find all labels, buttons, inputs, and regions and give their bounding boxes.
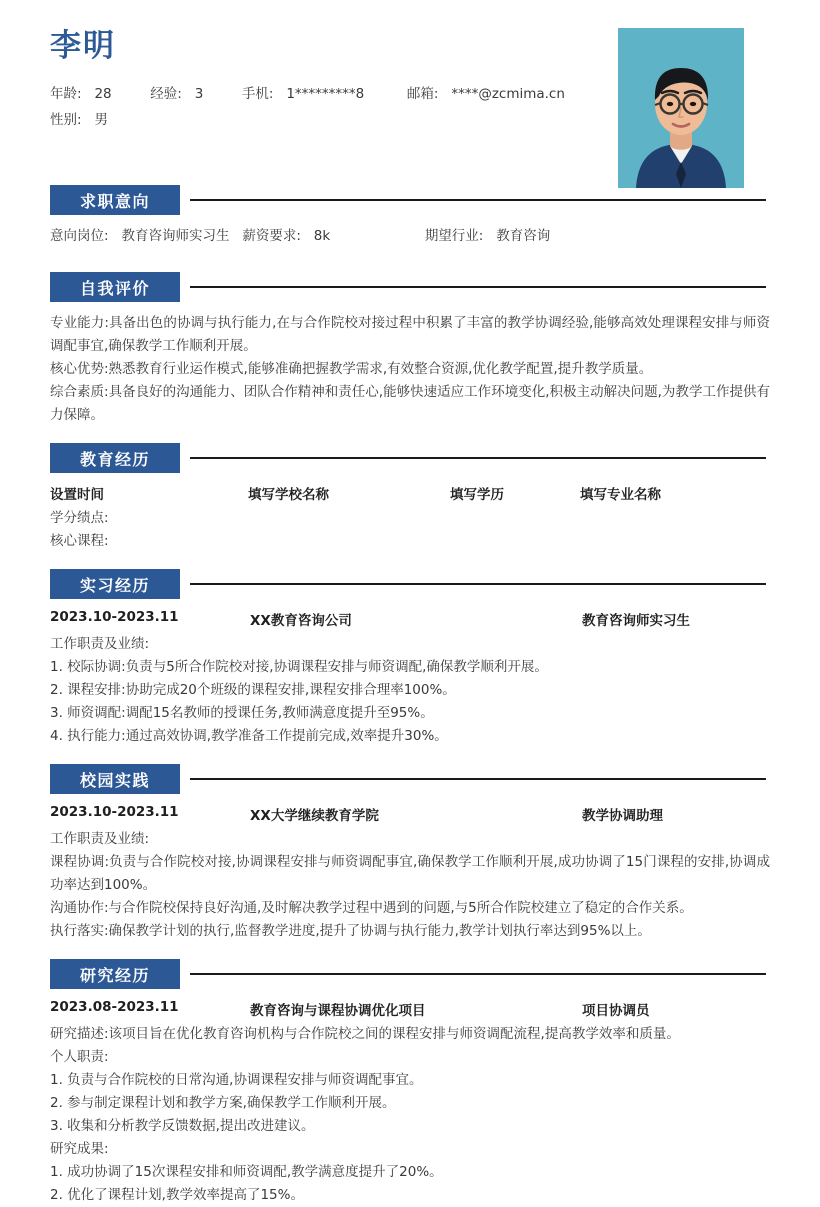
resume-header xyxy=(50,0,770,185)
campus-duties-label: 工作职责及业绩: xyxy=(50,831,150,847)
gender-label: 性别: xyxy=(50,112,82,129)
position-label: 意向岗位: xyxy=(50,228,109,244)
job-intent-row xyxy=(50,225,770,248)
education-col-degree: 填写学历 xyxy=(450,487,504,503)
education-gpa-label: 学分绩点: xyxy=(50,510,109,526)
portrait-photo-icon xyxy=(618,28,744,188)
internship-organization: XX教育咨询公司 xyxy=(250,613,352,629)
salary-label: 薪资要求: xyxy=(242,228,301,244)
email-value: ****@zcmima.cn xyxy=(451,86,565,103)
self-eval-paragraph: 核心优势:熟悉教育行业运作模式,能够准确把握教学需求,有效整合资源,优化教学配置,提升教学质量。 xyxy=(50,361,653,377)
campus-item: 执行落实:确保教学计划的执行,监督教学进度,提升了协调与执行能力,教学计划执行率达到95%以上。 xyxy=(50,923,651,939)
section-title-campus-practice: 校园实践 xyxy=(50,764,180,794)
section-title-research: 研究经历 xyxy=(50,959,180,989)
education-col-school: 填写学校名称 xyxy=(248,487,329,503)
experience-value: 3 xyxy=(194,86,204,103)
section-rule xyxy=(190,199,766,201)
campus-date: 2023.10-2023.11 xyxy=(50,804,179,820)
internship-item: 2. 课程安排:协助完成20个班级的课程安排,课程安排合理率100%。 xyxy=(50,682,456,698)
industry-value: 教育咨询 xyxy=(496,228,551,244)
internship-duties-label: 工作职责及业绩: xyxy=(50,636,150,652)
age-label: 年龄: xyxy=(50,86,82,103)
research-organization: 教育咨询与课程协调优化项目 xyxy=(250,1003,426,1019)
industry-label: 期望行业: xyxy=(424,228,484,244)
phone-label: 手机: xyxy=(241,86,274,103)
avatar xyxy=(618,28,744,188)
campus-entry-header xyxy=(50,804,770,828)
research-description: 研究描述:该项目旨在优化教育咨询机构与合作院校之间的课程安排与师资调配流程,提高教学效率和质量。 xyxy=(50,1026,680,1042)
campus-organization: XX大学继续教育学院 xyxy=(250,808,379,824)
position-value: 教育咨询师实习生 xyxy=(121,228,230,244)
section-title-job-intent: 求职意向 xyxy=(50,185,180,215)
research-role: 项目协调员 xyxy=(582,1003,650,1019)
education-col-major: 填写专业名称 xyxy=(580,487,661,503)
section-rule xyxy=(190,457,766,459)
section-header-education xyxy=(50,443,770,473)
education-column-headers xyxy=(50,483,770,507)
section-campus-practice xyxy=(50,764,770,943)
internship-entry-header xyxy=(50,609,770,633)
research-result-item: 1. 成功协调了15次课程安排和师资调配,教学满意度提升了20%。 xyxy=(50,1164,443,1180)
research-duty-item: 3. 收集和分析教学反馈数据,提出改进建议。 xyxy=(50,1118,315,1134)
email-label: 邮箱: xyxy=(406,86,439,103)
internship-item: 4. 执行能力:通过高效协调,教学准备工作提前完成,效率提升30%。 xyxy=(50,728,448,744)
section-education xyxy=(50,443,770,553)
section-rule xyxy=(190,286,766,288)
section-title-education: 教育经历 xyxy=(50,443,180,473)
research-results-label: 研究成果: xyxy=(50,1141,109,1157)
internship-role: 教育咨询师实习生 xyxy=(582,613,690,629)
research-entry-header xyxy=(50,999,770,1023)
section-internship xyxy=(50,569,770,748)
internship-item: 3. 师资调配:调配15名教师的授课任务,教师满意度提升至95%。 xyxy=(50,705,434,721)
phone-value: 1*********8 xyxy=(286,86,365,103)
campus-role: 教学协调助理 xyxy=(582,808,663,824)
section-header-job-intent xyxy=(50,185,770,215)
section-header-research xyxy=(50,959,770,989)
age-value: 28 xyxy=(94,86,112,103)
research-duty-item: 2. 参与制定课程计划和教学方案,确保教学工作顺利开展。 xyxy=(50,1095,396,1111)
section-rule xyxy=(190,778,766,780)
section-rule xyxy=(190,973,766,975)
gender-value: 男 xyxy=(94,112,108,129)
research-date: 2023.08-2023.11 xyxy=(50,999,179,1015)
section-job-intent xyxy=(50,185,770,248)
section-rule xyxy=(190,583,766,585)
section-header-self-evaluation xyxy=(50,272,770,302)
self-eval-paragraph: 专业能力:具备出色的协调与执行能力,在与合作院校对接过程中积累了丰富的教学协调经验,能够高效处理课程安排与师资调配事宜,确保教学工作顺利开展。 xyxy=(50,315,770,354)
page-title: 李明 xyxy=(50,28,116,64)
section-self-evaluation xyxy=(50,272,770,427)
section-research xyxy=(50,959,770,1207)
section-header-internship xyxy=(50,569,770,599)
section-title-internship: 实习经历 xyxy=(50,569,180,599)
research-result-item: 2. 优化了课程计划,教学效率提高了15%。 xyxy=(50,1187,304,1203)
section-title-self-evaluation: 自我评价 xyxy=(50,272,180,302)
campus-item: 沟通协作:与合作院校保持良好沟通,及时解决教学过程中遇到的问题,与5所合作院校建立了稳定的合作关系。 xyxy=(50,900,693,916)
research-duties-label: 个人职责: xyxy=(50,1049,109,1065)
internship-item: 1. 校际协调:负责与5所合作院校对接,协调课程安排与师资调配,确保教学顺利开展。 xyxy=(50,659,548,675)
experience-label: 经验: xyxy=(150,86,182,103)
salary-value: 8k xyxy=(313,228,331,244)
internship-date: 2023.10-2023.11 xyxy=(50,609,179,625)
education-col-time: 设置时间 xyxy=(50,487,104,503)
section-header-campus-practice xyxy=(50,764,770,794)
research-duty-item: 1. 负责与合作院校的日常沟通,协调课程安排与师资调配事宜。 xyxy=(50,1072,423,1088)
self-eval-paragraph: 综合素质:具备良好的沟通能力、团队合作精神和责任心,能够快速适应工作环境变化,积极主动解决问题,为教学工作提供有力保障。 xyxy=(50,384,770,423)
education-courses-label: 核心课程: xyxy=(50,533,109,549)
campus-item: 课程协调:负责与合作院校对接,协调课程安排与师资调配事宜,确保教学工作顺利开展,成功协调了15门课程的安排,协调成功率达到100%。 xyxy=(50,854,770,893)
